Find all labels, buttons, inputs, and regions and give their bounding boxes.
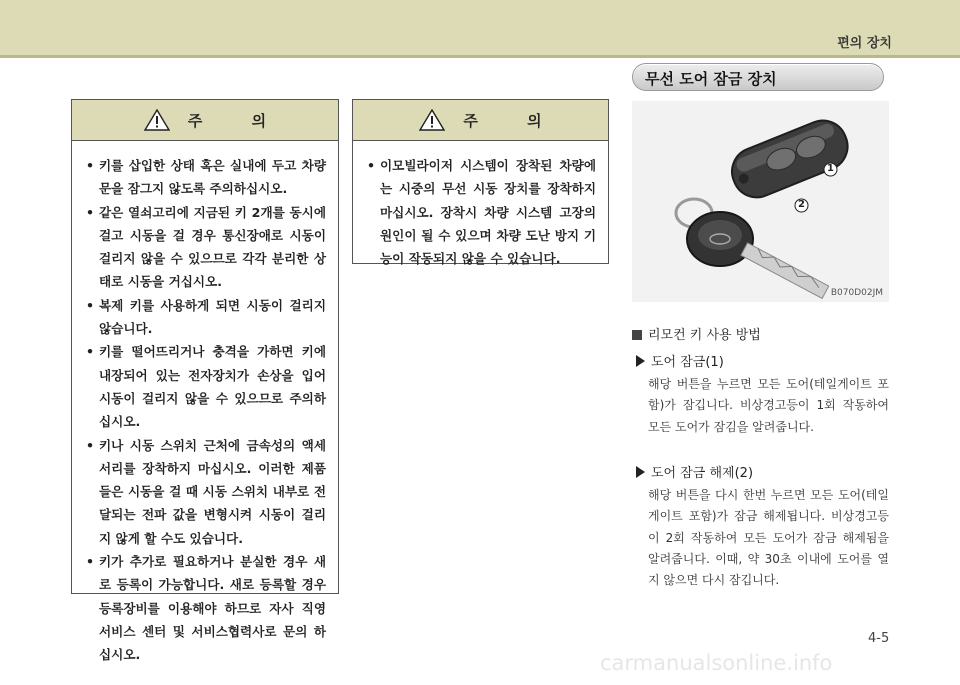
door-lock-label-text: 도어 잠금(1)	[651, 355, 724, 370]
callout-1-label: 1	[827, 163, 834, 174]
door-lock-description: 해당 버튼을 누르면 모든 도어(테일게이트 포함)가 잠깁니다. 비상경고등이 1회 작동하여 모든 도어가 잠김을 알려줍니다.	[648, 377, 889, 434]
triangle-bullet-icon	[636, 466, 645, 478]
watermark: carmanualsonline.info	[600, 651, 833, 675]
warning-triangle-icon	[144, 109, 170, 131]
section-title: 무선 도어 잠금 장치	[645, 70, 777, 88]
door-lock-label	[636, 351, 724, 370]
triangle-bullet-icon	[636, 355, 645, 367]
caution-title: 주 의	[187, 111, 289, 130]
caution-item: • 키를 삽입한 상태 혹은 실내에 두고 차량문을 잠그지 않도록 주의하십시오.	[86, 154, 326, 201]
header-divider	[0, 55, 960, 58]
square-bullet-icon	[632, 330, 642, 340]
remote-key-illustration	[632, 101, 889, 302]
caution-item: • 키나 시동 스위치 근처에 금속성의 액세서리를 장착하지 마십시오. 이러한 제품들은 시동을 걸 때 시동 스위치 내부로 전달되는 전파 값을 변형시켜 시동이 걸리지 않게 할 수도 있습니다.	[86, 434, 326, 550]
caution-item: • 키가 추가로 필요하거나 분실한 경우 새로 등록이 가능합니다. 새로 등록할 경우 등록장비를 이용해야 하므로 자사 직영 서비스 센터 및 서비스협력사로 문의 하십시오.	[86, 550, 326, 666]
caution-item: • 같은 열쇠고리에 지금된 키 2개를 동시에 걸고 시동을 걸 경우 통신장애로 시동이 걸리지 않을 수 있으므로 각각 분리한 상태로 시동을 거십시오.	[86, 201, 326, 294]
figure-code: B070D02JM	[830, 288, 883, 298]
key-fob-figure	[632, 101, 889, 302]
page-number: 4-5	[868, 631, 890, 646]
caution-box-right	[352, 99, 609, 267]
door-unlock-label-text: 도어 잠금 해제(2)	[651, 466, 754, 481]
caution-header	[353, 100, 608, 141]
warning-triangle-icon	[419, 109, 445, 131]
caution-item: • 이모빌라이저 시스템이 장착된 차량에는 시중의 무선 시동 장치를 장착하지 마십시오. 장착시 차량 시스템 고장의 원인이 될 수 있으며 차량 도난 방지 기능이 작동되지 않을 수 있습니다.	[367, 154, 596, 270]
remote-usage-heading	[632, 324, 761, 343]
section-header-title: 편의 장치	[837, 36, 892, 51]
section-title-pill	[632, 63, 884, 91]
caution-item: • 키를 떨어뜨리거나 충격을 가하면 키에 내장되어 있는 전자장치가 손상을 입어 시동이 걸리지 않을 수 있으므로 주의하십시오.	[86, 340, 326, 433]
caution-header	[72, 100, 338, 141]
caution-item: • 복제 키를 사용하게 되면 시동이 걸리지 않습니다.	[86, 294, 326, 341]
remote-usage-heading-text: 리모컨 키 사용 방법	[648, 328, 761, 343]
caution-list	[353, 154, 608, 270]
caution-title: 주 의	[463, 111, 564, 130]
caution-box-left	[71, 99, 339, 663]
callout-2-label: 2	[798, 199, 805, 210]
caution-list	[72, 154, 338, 667]
door-unlock-label	[636, 462, 753, 481]
door-unlock-description: 해당 버튼을 다시 한번 누르면 모든 도어(테일게이트 포함)가 잠금 해제됩니다. 비상경고등이 2회 작동하여 모든 도어가 잠금 해제됨을 알려줍니다. 이때, 약 30초 이내에 도어를 열지 않으면 다시 잠깁니다.	[648, 488, 889, 588]
header-bar	[0, 0, 960, 55]
